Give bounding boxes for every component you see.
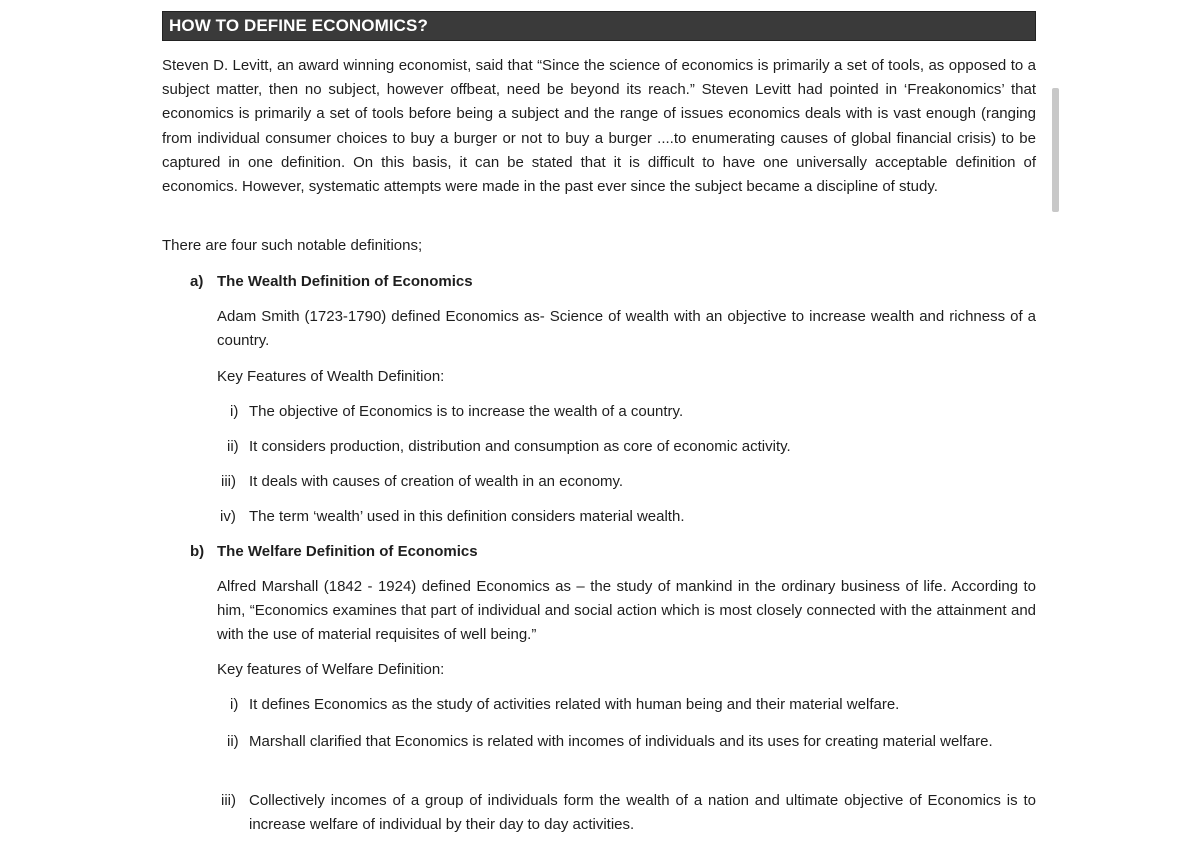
- section-a-feature-4-marker: iv): [220, 508, 236, 525]
- section-a-feature-3-marker: iii): [221, 473, 236, 490]
- section-b-feature-3-marker: iii): [221, 792, 236, 809]
- section-b-title: The Welfare Definition of Economics: [217, 543, 478, 560]
- section-b-feature-2-marker: ii): [227, 733, 239, 750]
- section-a-feature-3: It deals with causes of creation of wealth in an economy.: [249, 473, 624, 490]
- section-b-marker: b): [190, 543, 205, 560]
- section-a-feature-2-marker: ii): [227, 438, 239, 455]
- section-b-body: Alfred Marshall (1842 - 1924) defined Economics as – the study of mankind in the ordinary business of life. According to him, “Economics examines that part of individual and social action which is most closely connected with the attainment and with the use of material requisites of well being.”: [217, 578, 1036, 644]
- section-b-feature-1: It defines Economics as the study of activities related with human being and their material welfare.: [249, 696, 900, 713]
- section-b-feature-2: Marshall clarified that Economics is related with incomes of individuals and its uses for creating material welfare.: [249, 733, 993, 750]
- section-a-body: Adam Smith (1723-1790) defined Economics as- Science of wealth with an objective to increase wealth and richness of a country.: [217, 308, 1036, 350]
- section-a-title: The Wealth Definition of Economics: [217, 273, 473, 290]
- section-a-feature-1-marker: i): [230, 403, 239, 420]
- section-b-key-label: Key features of Welfare Definition:: [217, 661, 445, 678]
- section-a-marker: a): [190, 273, 204, 290]
- vertical-scrollbar[interactable]: [1052, 88, 1059, 212]
- intro-paragraph: Steven D. Levitt, an award winning economist, said that “Since the science of economics is primarily a set of tools, as opposed to a subject matter, then no subject, however offbeat, need be beyond its reach.” Steven Levitt had pointed in ‘Freakonomics’ that economics is primarily a set of tools before being a subject and the range of issues economics deals with is vast enough (ranging from individual consumer choices to buy a burger or not to buy a burger ....to enumerating causes of global financial crisis) to be captured in one definition. On this basis, it can be stated that it is difficult to have one universally acceptable definition of economics. However, systematic attempts were made in the past ever since the subject became a discipline of study.: [162, 57, 1036, 196]
- section-a-feature-2: It considers production, distribution and consumption as core of economic activity.: [249, 438, 791, 455]
- section-heading-bar: [162, 11, 1036, 41]
- notable-definitions-text: There are four such notable definitions;: [162, 237, 423, 254]
- section-a-key-label: Key Features of Wealth Definition:: [217, 368, 445, 385]
- section-heading: HOW TO DEFINE ECONOMICS?: [169, 16, 428, 35]
- section-b-feature-3: Collectively incomes of a group of individuals form the wealth of a nation and ultimate objective of Economics is to increase welfare of individual by their day to day activities.: [249, 792, 1036, 834]
- section-b-feature-1-marker: i): [230, 696, 239, 713]
- section-a-feature-1: The objective of Economics is to increase the wealth of a country.: [249, 403, 684, 420]
- section-a-feature-4: The term ‘wealth’ used in this definition considers material wealth.: [249, 508, 685, 525]
